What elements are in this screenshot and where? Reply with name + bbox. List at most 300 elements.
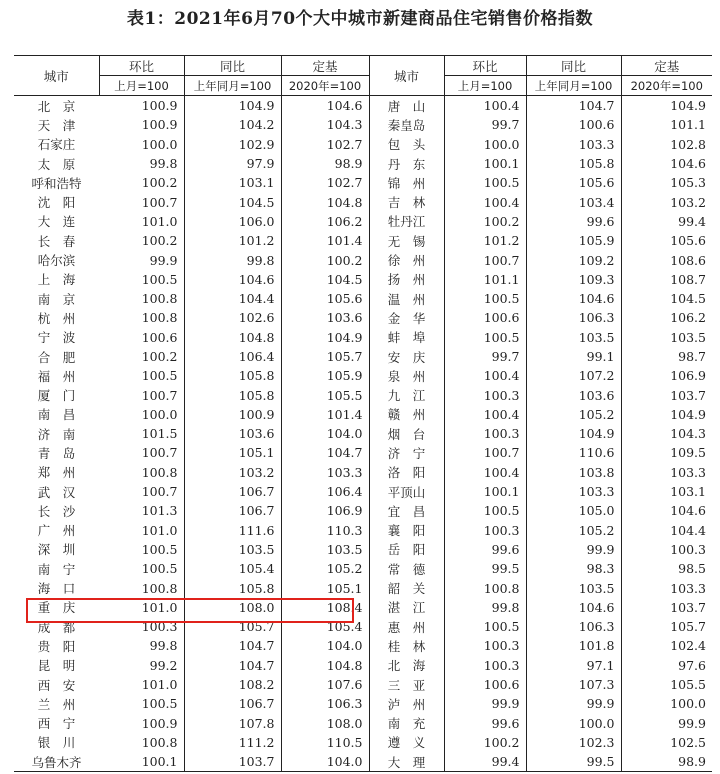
city-name-left: 北 京 (37, 98, 76, 114)
header-yoy-base: 上年同月=100 (526, 76, 621, 96)
fixed-value-right: 100.0 (670, 696, 706, 712)
fixed-value-left: 107.6 (281, 675, 369, 694)
yoy-value-right: 109.3 (526, 270, 621, 289)
mom-value-right: 99.5 (444, 559, 526, 578)
city-name-left: 海 口 (37, 581, 76, 597)
yoy-value-right: 103.4 (526, 192, 621, 211)
yoy-value-right: 100.0 (526, 714, 621, 733)
city-name-left: 太 原 (37, 156, 76, 172)
yoy-value-left: 104.6 (184, 270, 281, 289)
mom-value-left: 100.5 (99, 559, 184, 578)
city-name-right: 牡丹江 (369, 212, 444, 231)
yoy-value-right: 103.3 (526, 135, 621, 154)
mom-value-right: 100.3 (444, 521, 526, 540)
city-name-left: 乌鲁木齐 (14, 752, 99, 772)
table-row (14, 752, 712, 772)
yoy-value-left: 104.7 (184, 656, 281, 675)
city-name-right: 常 德 (369, 559, 444, 578)
highlight-box (26, 598, 354, 623)
mom-value-left: 100.3 (99, 617, 184, 636)
fixed-value-left: 103.3 (281, 463, 369, 482)
fixed-value-left: 104.0 (281, 752, 369, 772)
mom-value-right: 100.3 (444, 385, 526, 404)
fixed-value-left: 105.1 (281, 578, 369, 597)
city-name-right: 洛 阳 (369, 463, 444, 482)
city-name-right: 扬 州 (369, 270, 444, 289)
yoy-value-right: 109.2 (526, 250, 621, 269)
fixed-value-left: 105.9 (281, 366, 369, 385)
fixed-value-right: 102.8 (670, 136, 706, 152)
city-name-left: 宁 波 (37, 330, 76, 346)
mom-value-left: 99.8 (99, 154, 184, 173)
table-row (14, 733, 712, 752)
fixed-value-right: 103.7 (670, 387, 706, 403)
yoy-value-left: 103.7 (184, 752, 281, 772)
city-name-left: 郑 州 (37, 465, 76, 481)
yoy-value-right: 104.9 (526, 424, 621, 443)
table-row (14, 405, 712, 424)
table-row (14, 463, 712, 482)
yoy-value-right: 102.3 (526, 733, 621, 752)
header-mom-base: 上月=100 (99, 76, 184, 96)
yoy-value-left: 103.2 (184, 463, 281, 482)
mom-value-right: 100.8 (444, 578, 526, 597)
city-name-right: 温 州 (369, 289, 444, 308)
table-row (14, 192, 712, 211)
mom-value-right: 100.5 (444, 328, 526, 347)
table-row (14, 559, 712, 578)
yoy-value-right: 103.8 (526, 463, 621, 482)
yoy-value-right: 110.6 (526, 443, 621, 462)
city-name-left: 南 京 (37, 291, 76, 307)
yoy-value-left: 104.8 (184, 328, 281, 347)
city-name-right: 徐 州 (369, 250, 444, 269)
yoy-value-right: 99.1 (526, 347, 621, 366)
city-name-right: 北 海 (369, 656, 444, 675)
fixed-value-left: 100.2 (281, 250, 369, 269)
city-name-left: 兰 州 (37, 696, 76, 712)
table-row (14, 385, 712, 404)
table-row (14, 270, 712, 289)
fixed-value-right: 104.3 (670, 426, 706, 442)
mom-value-right: 99.8 (444, 598, 526, 617)
mom-value-left: 100.5 (99, 540, 184, 559)
fixed-value-right: 105.7 (670, 619, 706, 635)
city-name-right: 遵 义 (369, 733, 444, 752)
fixed-value-left: 105.4 (281, 617, 369, 636)
yoy-value-right: 105.2 (526, 521, 621, 540)
mom-value-left: 100.5 (99, 270, 184, 289)
yoy-value-left: 103.5 (184, 540, 281, 559)
mom-value-left: 100.7 (99, 482, 184, 501)
fixed-value-left: 104.0 (281, 424, 369, 443)
fixed-value-right: 106.2 (670, 310, 706, 326)
city-name-right: 赣 州 (369, 405, 444, 424)
fixed-value-right: 98.9 (621, 752, 712, 772)
mom-value-right: 100.4 (444, 366, 526, 385)
table-row (14, 231, 712, 250)
header-fixed: 定基 (621, 56, 712, 76)
city-name-left: 重 庆 (37, 600, 76, 616)
table-row (14, 675, 712, 694)
city-name-right: 三 亚 (369, 675, 444, 694)
city-name-left: 长 春 (37, 233, 76, 249)
mom-value-left: 100.7 (99, 192, 184, 211)
city-name-right: 济 宁 (369, 443, 444, 462)
fixed-value-left: 105.6 (281, 289, 369, 308)
header-yoy-base: 上年同月=100 (184, 76, 281, 96)
yoy-value-right: 103.5 (526, 578, 621, 597)
mom-value-left: 99.9 (99, 250, 184, 269)
city-name-left: 大 连 (37, 214, 76, 230)
yoy-value-left: 105.8 (184, 366, 281, 385)
city-name-left: 长 沙 (37, 503, 76, 519)
table-row (14, 578, 712, 597)
yoy-value-left: 106.4 (184, 347, 281, 366)
mom-value-left: 100.0 (99, 135, 184, 154)
city-name-right: 九 江 (369, 385, 444, 404)
city-name-left: 合 肥 (37, 349, 76, 365)
city-name-right: 包 头 (369, 135, 444, 154)
fixed-value-left: 105.7 (281, 347, 369, 366)
table-row (14, 482, 712, 501)
yoy-value-right: 105.8 (526, 154, 621, 173)
fixed-value-right: 99.9 (678, 715, 706, 731)
fixed-value-right: 97.6 (678, 657, 706, 673)
city-name-left: 银 川 (37, 735, 76, 751)
fixed-value-right: 105.5 (670, 677, 706, 693)
city-name-right: 平顶山 (369, 482, 444, 501)
city-name-left: 济 南 (37, 426, 76, 442)
fixed-value-left: 106.2 (281, 212, 369, 231)
table-row (14, 521, 712, 540)
yoy-value-right: 107.3 (526, 675, 621, 694)
yoy-value-right: 103.6 (526, 385, 621, 404)
city-name-right: 烟 台 (369, 424, 444, 443)
city-name-right: 丹 东 (369, 154, 444, 173)
mom-value-left: 101.0 (99, 675, 184, 694)
mom-value-left: 100.5 (99, 366, 184, 385)
mom-value-right: 100.5 (444, 501, 526, 520)
yoy-value-right: 99.9 (526, 694, 621, 713)
header-yoy: 同比 (184, 56, 281, 76)
mom-value-right: 100.3 (444, 656, 526, 675)
yoy-value-right: 107.2 (526, 366, 621, 385)
mom-value-right: 100.2 (444, 733, 526, 752)
mom-value-right: 100.7 (444, 250, 526, 269)
yoy-value-right: 105.6 (526, 173, 621, 192)
table-row (14, 443, 712, 462)
yoy-value-left: 104.2 (184, 115, 281, 134)
city-name-right: 宜 昌 (369, 501, 444, 520)
fixed-value-right: 104.4 (670, 522, 706, 538)
table-row (14, 328, 712, 347)
mom-value-right: 99.6 (444, 540, 526, 559)
city-name-right: 唐 山 (369, 96, 444, 116)
table-row (14, 289, 712, 308)
fixed-value-left: 104.8 (281, 192, 369, 211)
city-name-right: 无 锡 (369, 231, 444, 250)
fixed-value-right: 98.5 (678, 561, 706, 577)
mom-value-left: 100.0 (99, 405, 184, 424)
city-name-left: 福 州 (37, 368, 76, 384)
city-name-left: 呼和浩特 (31, 175, 82, 191)
yoy-value-left: 106.7 (184, 482, 281, 501)
mom-value-left: 100.8 (99, 289, 184, 308)
yoy-value-left: 105.8 (184, 385, 281, 404)
city-name-left: 昆 明 (37, 658, 76, 674)
fixed-value-left: 104.9 (281, 328, 369, 347)
yoy-value-right: 101.8 (526, 636, 621, 655)
city-name-left: 西 宁 (37, 716, 76, 732)
mom-value-left: 99.8 (99, 636, 184, 655)
city-name-right: 岳 阳 (369, 540, 444, 559)
table-row (14, 714, 712, 733)
table-row (14, 135, 712, 154)
yoy-value-left: 103.1 (184, 173, 281, 192)
table-row (14, 424, 712, 443)
yoy-value-right: 104.7 (526, 96, 621, 116)
fixed-value-right: 101.1 (670, 117, 706, 133)
table-title: 表1：2021年6月70个大中城市新建商品住宅销售价格指数 (126, 9, 594, 29)
fixed-value-left: 105.5 (281, 385, 369, 404)
city-name-right: 襄 阳 (369, 521, 444, 540)
mom-value-left: 100.8 (99, 308, 184, 327)
fixed-value-left: 104.8 (281, 656, 369, 675)
yoy-value-left: 101.2 (184, 231, 281, 250)
yoy-value-right: 99.6 (526, 212, 621, 231)
yoy-value-right: 103.3 (526, 482, 621, 501)
fixed-value-left: 108.4 (281, 598, 369, 617)
mom-value-left: 100.6 (99, 328, 184, 347)
yoy-value-left: 104.7 (184, 636, 281, 655)
city-name-right: 泉 州 (369, 366, 444, 385)
yoy-value-right: 105.2 (526, 405, 621, 424)
fixed-value-right: 106.9 (670, 368, 706, 384)
yoy-value-left: 105.7 (184, 617, 281, 636)
yoy-value-left: 103.6 (184, 424, 281, 443)
city-name-right: 惠 州 (369, 617, 444, 636)
mom-value-left: 100.2 (99, 173, 184, 192)
fixed-value-right: 104.9 (670, 406, 706, 422)
fixed-value-left: 105.2 (281, 559, 369, 578)
fixed-value-left: 98.9 (281, 154, 369, 173)
table-row (14, 540, 712, 559)
city-name-left: 杭 州 (37, 310, 76, 326)
mom-value-right: 100.4 (444, 96, 526, 116)
mom-value-right: 101.2 (444, 231, 526, 250)
yoy-value-left: 106.7 (184, 501, 281, 520)
city-name-right: 湛 江 (369, 598, 444, 617)
fixed-value-left: 104.7 (281, 443, 369, 462)
fixed-value-right: 100.3 (670, 541, 706, 557)
mom-value-right: 100.3 (444, 636, 526, 655)
header-fixed-base: 2020年=100 (621, 76, 712, 96)
fixed-value-right: 102.5 (670, 734, 706, 750)
mom-value-left: 101.3 (99, 501, 184, 520)
yoy-value-left: 97.9 (184, 154, 281, 173)
price-index-table (14, 55, 712, 772)
yoy-value-left: 104.9 (184, 96, 281, 116)
city-name-right: 韶 关 (369, 578, 444, 597)
mom-value-right: 99.4 (444, 752, 526, 772)
city-name-left: 天 津 (37, 117, 76, 133)
yoy-value-left: 105.8 (184, 578, 281, 597)
table-row (14, 501, 712, 520)
fixed-value-right: 103.3 (670, 580, 706, 596)
table-row (14, 308, 712, 327)
city-name-right: 桂 林 (369, 636, 444, 655)
fixed-value-left: 101.4 (281, 231, 369, 250)
mom-value-left: 100.8 (99, 733, 184, 752)
yoy-value-right: 103.5 (526, 328, 621, 347)
header-mom-base: 上月=100 (444, 76, 526, 96)
header-fixed-base: 2020年=100 (281, 76, 369, 96)
fixed-value-left: 108.0 (281, 714, 369, 733)
yoy-value-left: 102.9 (184, 135, 281, 154)
table-row (14, 115, 712, 134)
fixed-value-left: 102.7 (281, 173, 369, 192)
fixed-value-right: 105.3 (670, 175, 706, 191)
fixed-value-right: 108.7 (670, 271, 706, 287)
fixed-value-right: 103.3 (670, 464, 706, 480)
mom-value-left: 101.0 (99, 212, 184, 231)
fixed-value-right: 105.6 (670, 233, 706, 249)
mom-value-left: 100.9 (99, 96, 184, 116)
fixed-value-right: 104.5 (670, 291, 706, 307)
fixed-value-left: 104.6 (281, 96, 369, 116)
city-name-left: 南 宁 (37, 561, 76, 577)
fixed-value-left: 102.7 (281, 135, 369, 154)
fixed-value-left: 110.3 (281, 521, 369, 540)
mom-value-left: 100.8 (99, 463, 184, 482)
yoy-value-right: 105.0 (526, 501, 621, 520)
mom-value-left: 100.2 (99, 231, 184, 250)
yoy-value-left: 108.0 (184, 598, 281, 617)
mom-value-right: 100.4 (444, 192, 526, 211)
city-name-left: 成 都 (37, 619, 76, 635)
mom-value-left: 100.7 (99, 385, 184, 404)
city-name-left: 西 安 (37, 677, 76, 693)
table-row (14, 173, 712, 192)
city-name-left: 石家庄 (37, 137, 76, 153)
header-city: 城市 (14, 56, 99, 96)
mom-value-right: 100.5 (444, 173, 526, 192)
fixed-value-left: 104.3 (281, 115, 369, 134)
fixed-value-right: 103.5 (670, 329, 706, 345)
mom-value-right: 100.1 (444, 482, 526, 501)
city-name-left: 武 汉 (37, 484, 76, 500)
fixed-value-left: 104.5 (281, 270, 369, 289)
yoy-value-right: 100.6 (526, 115, 621, 134)
table-row (14, 212, 712, 231)
city-name-right: 秦皇岛 (369, 115, 444, 134)
mom-value-left: 101.0 (99, 598, 184, 617)
city-name-right: 金 华 (369, 308, 444, 327)
mom-value-right: 100.6 (444, 308, 526, 327)
fixed-value-right: 98.7 (678, 349, 706, 364)
mom-value-left: 100.8 (99, 578, 184, 597)
yoy-value-right: 105.9 (526, 231, 621, 250)
city-name-left: 青 岛 (37, 445, 76, 461)
table-header (14, 56, 712, 96)
mom-value-left: 99.2 (99, 656, 184, 675)
table-row (14, 347, 712, 366)
mom-value-left: 101.0 (99, 521, 184, 540)
city-name-right: 泸 州 (369, 694, 444, 713)
mom-value-right: 100.5 (444, 617, 526, 636)
table-row (14, 366, 712, 385)
city-name-right: 安 庆 (369, 347, 444, 366)
fixed-value-right: 104.6 (670, 503, 706, 519)
yoy-value-right: 106.3 (526, 308, 621, 327)
yoy-value-left: 107.8 (184, 714, 281, 733)
mom-value-right: 100.4 (444, 405, 526, 424)
fixed-value-right: 108.6 (670, 252, 706, 268)
yoy-value-right: 99.9 (526, 540, 621, 559)
mom-value-right: 99.7 (444, 115, 526, 134)
fixed-value-right: 103.2 (670, 194, 706, 210)
yoy-value-left: 106.7 (184, 694, 281, 713)
city-name-left: 厦 门 (37, 388, 76, 404)
mom-value-left: 101.5 (99, 424, 184, 443)
yoy-value-left: 99.8 (184, 250, 281, 269)
header-mom: 环比 (99, 56, 184, 76)
yoy-value-left: 102.6 (184, 308, 281, 327)
mom-value-right: 100.3 (444, 424, 526, 443)
yoy-value-right: 97.1 (526, 656, 621, 675)
mom-value-right: 100.5 (444, 289, 526, 308)
city-name-left: 深 圳 (37, 542, 76, 558)
table-row (14, 154, 712, 173)
yoy-value-right: 104.6 (526, 289, 621, 308)
fixed-value-right: 103.1 (670, 484, 706, 500)
mom-value-right: 100.7 (444, 443, 526, 462)
yoy-value-left: 111.6 (184, 521, 281, 540)
city-name-right: 南 充 (369, 714, 444, 733)
header-mom: 环比 (444, 56, 526, 76)
yoy-value-left: 105.4 (184, 559, 281, 578)
city-name-left: 哈尔滨 (37, 253, 76, 269)
fixed-value-right: 104.6 (670, 156, 706, 172)
yoy-value-left: 105.1 (184, 443, 281, 462)
yoy-value-right: 106.3 (526, 617, 621, 636)
fixed-value-right: 99.4 (678, 213, 706, 229)
yoy-value-right: 99.5 (526, 752, 621, 772)
mom-value-left: 100.9 (99, 115, 184, 134)
fixed-value-right: 103.7 (670, 599, 706, 615)
mom-value-right: 99.9 (444, 694, 526, 713)
table-row (14, 636, 712, 655)
mom-value-right: 100.6 (444, 675, 526, 694)
table-row (14, 96, 712, 116)
fixed-value-left: 103.5 (281, 540, 369, 559)
mom-value-left: 100.1 (99, 752, 184, 772)
city-name-right: 大 理 (369, 752, 444, 772)
yoy-value-right: 98.3 (526, 559, 621, 578)
fixed-value-right: 109.5 (670, 445, 706, 461)
mom-value-left: 100.9 (99, 714, 184, 733)
yoy-value-left: 108.2 (184, 675, 281, 694)
fixed-value-left: 106.4 (281, 482, 369, 501)
yoy-value-left: 104.4 (184, 289, 281, 308)
yoy-value-left: 111.2 (184, 733, 281, 752)
mom-value-right: 100.1 (444, 154, 526, 173)
fixed-value-left: 106.9 (281, 501, 369, 520)
mom-value-left: 100.7 (99, 443, 184, 462)
yoy-value-left: 106.0 (184, 212, 281, 231)
table-row (14, 694, 712, 713)
